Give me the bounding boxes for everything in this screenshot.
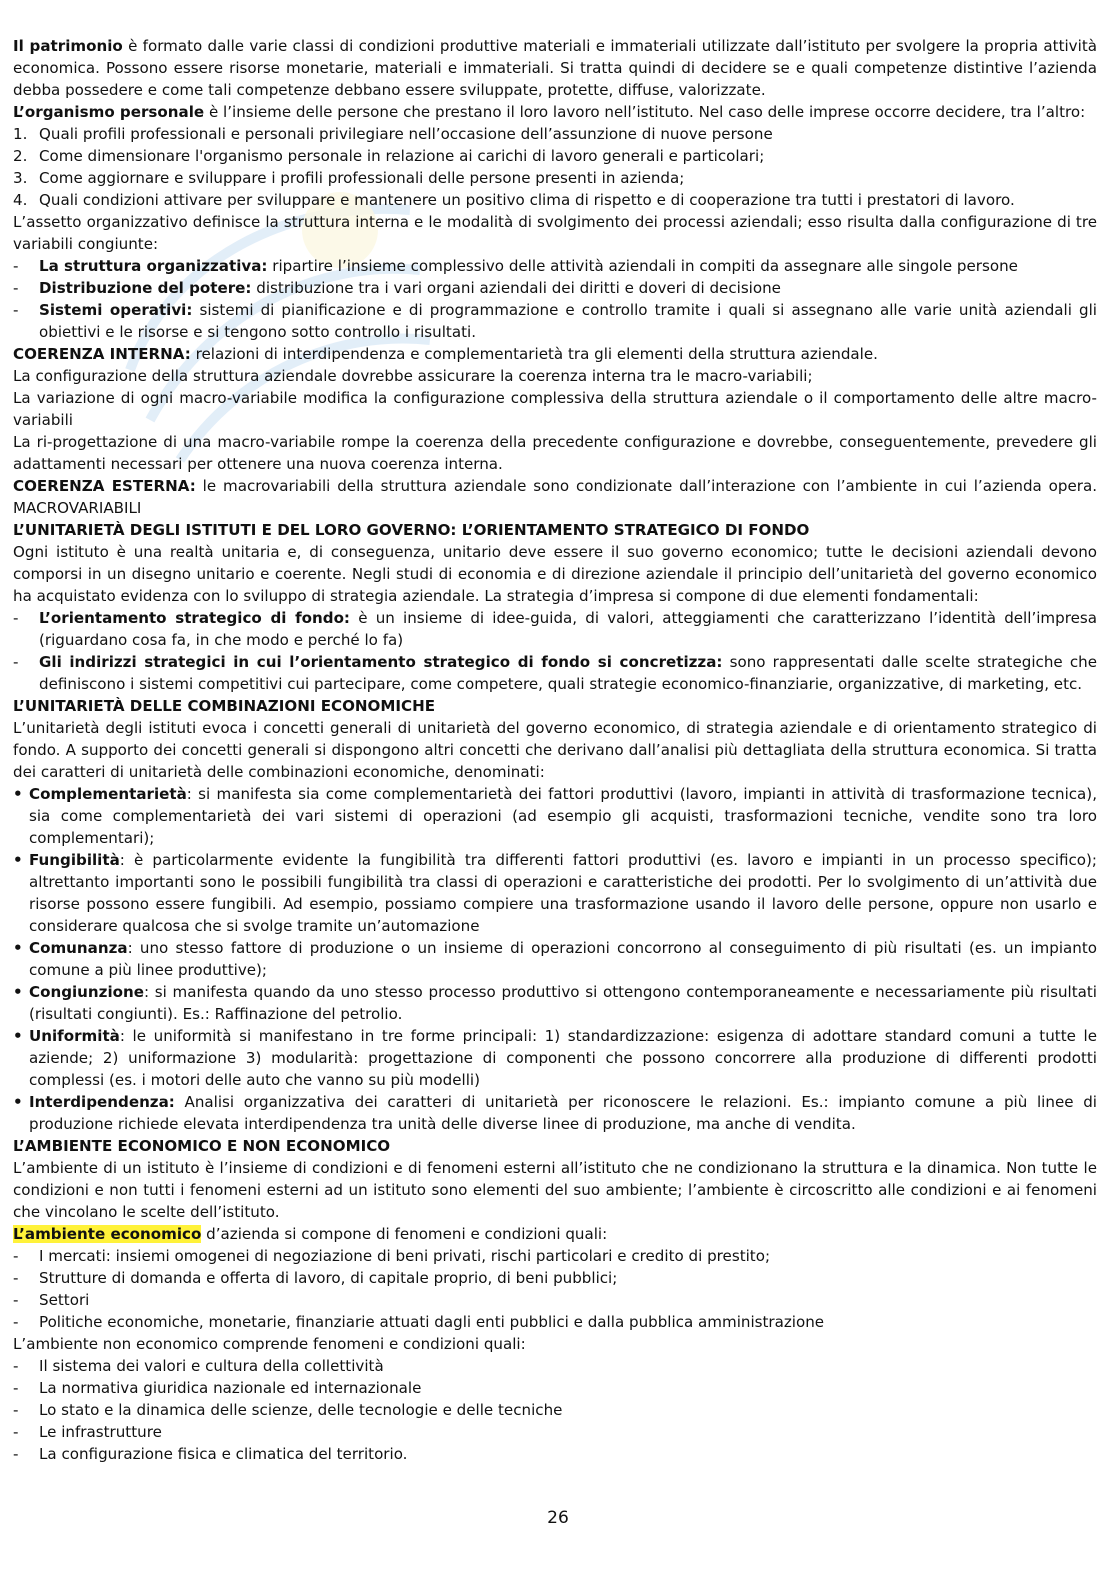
- list-marker: -: [13, 1401, 19, 1419]
- paragraph: [13, 1157, 1097, 1223]
- text-run: Come aggiornare e sviluppare i profili professionali delle persone presenti in azienda;: [39, 169, 685, 187]
- text-run: ripartire l’insieme complessivo delle attività aziendali in compiti da assegnare alle singole persone: [272, 257, 1018, 275]
- bullet-item: [13, 981, 1097, 1025]
- paragraph: [13, 387, 1097, 431]
- list-marker: -: [13, 1313, 19, 1331]
- dash-item: [13, 1289, 1097, 1311]
- text-run: L’assetto organizzativo definisce la struttura interna e le modalità di svolgimento dei processi aziendali; esso risulta dalla configurazione di tre variabili congiunte:: [13, 213, 1097, 253]
- text-run: : uno stesso fattore di produzione o un insieme di operazioni concorrono al conseguimento di più risultati (es. un impianto comune a più linee produttive);: [29, 939, 1097, 979]
- list-text: [29, 783, 1097, 849]
- bold-term: Comunanza: [29, 939, 128, 957]
- dash-item: [13, 1245, 1097, 1267]
- text-run: La normativa giuridica nazionale ed internazionale: [39, 1379, 422, 1397]
- list-text: [39, 145, 1097, 167]
- text-run: Lo stato e la dinamica delle scienze, delle tecnologie e delle tecniche: [39, 1401, 563, 1419]
- text-run: Il sistema dei valori e cultura della collettività: [39, 1357, 384, 1375]
- paragraph: [13, 211, 1097, 255]
- list-marker: -: [13, 1423, 19, 1441]
- bold-term: Il patrimonio: [13, 37, 123, 55]
- text-run: : si manifesta sia come complementarietà dei fattori produttivi (lavoro, impianti in attività di trasformazione tecnica), sia come complementarietà dei vari sistemi di operazioni (ad esempio gli acquisti, trasformazioni tecniche, vendite sono tra loro complementari);: [29, 785, 1097, 847]
- list-text: [39, 1311, 1097, 1333]
- numbered-item: [13, 189, 1097, 211]
- text-run: L’ambiente non economico comprende fenomeni e condizioni quali:: [13, 1335, 526, 1353]
- paragraph: [13, 1223, 1097, 1245]
- bullet-item: [13, 849, 1097, 937]
- list-marker: -: [13, 1379, 19, 1397]
- list-text: [39, 1267, 1097, 1289]
- bullet-item: [13, 1025, 1097, 1091]
- list-marker: •: [13, 1027, 23, 1045]
- list-marker: -: [13, 1247, 19, 1265]
- numbered-item: [13, 123, 1097, 145]
- text-run: distribuzione tra i vari organi aziendali dei diritti e doveri di decisione: [256, 279, 781, 297]
- bold-term: COERENZA ESTERNA:: [13, 477, 196, 495]
- list-marker: -: [13, 1445, 19, 1463]
- list-text: [39, 123, 1097, 145]
- text-run: è l’insieme delle persone che prestano il loro lavoro nell’istituto. Nel caso delle imprese occorre decidere, tra l’altro:: [208, 103, 1086, 121]
- list-marker: -: [13, 1357, 19, 1375]
- text-run: Strutture di domanda e offerta di lavoro, di capitale proprio, di beni pubblici;: [39, 1269, 618, 1287]
- dash-item: [13, 1267, 1097, 1289]
- bullet-item: [13, 937, 1097, 981]
- list-text: [29, 1091, 1097, 1135]
- list-marker: -: [13, 279, 19, 297]
- list-marker: 3.: [13, 169, 28, 187]
- list-text: [39, 189, 1097, 211]
- paragraph: [13, 431, 1097, 475]
- list-text: [39, 1377, 1097, 1399]
- text-run: Quali profili professionali e personali privilegiare nell’occasione dell’assunzione di nuove persone: [39, 125, 773, 143]
- list-text: [29, 1025, 1097, 1091]
- list-text: [39, 607, 1097, 651]
- text-run: La configurazione della struttura aziendale dovrebbe assicurare la coerenza interna tra le macro-variabili;: [13, 367, 813, 385]
- text-run: è formato dalle varie classi di condizioni produttive materiali e immateriali utilizzate dall’istituto per svolgere la propria attività economica. Possono essere risorse monetarie, materiali e immateriali. Si tratta quindi di decidere se e quali competenze distintive l’azienda debba possedere e come tali competenze debbano essere sviluppate, protette, diffuse, valorizzate.: [13, 37, 1097, 99]
- text-run: le macrovariabili della struttura aziendale sono condizionate dall’interazione con l’ambiente in cui l’azienda opera. MACROVARIABILI: [13, 477, 1097, 517]
- list-text: [39, 1355, 1097, 1377]
- bold-term: COERENZA INTERNA:: [13, 345, 191, 363]
- list-marker: 2.: [13, 147, 28, 165]
- dash-item: [13, 299, 1097, 343]
- text-run: : è particolarmente evidente la fungibilità tra differenti fattori produttivi (es. lavoro e impianti in un processo specifico); altrettanto importanti sono le possibili fungibilità tra classi di operazioni e caratteristiche dei prodotti. Per lo svolgimento di un’attività due risorse possono essere fungibili. Ad esempio, possiamo compiere una trasformazione usando il lavoro delle persone, oppure non usarlo e considerare qualcosa che si svolge tramite un’automazione: [29, 851, 1097, 935]
- bold-term: L’organismo personale: [13, 103, 205, 121]
- paragraph: [13, 1135, 1097, 1157]
- text-run: Politiche economiche, monetarie, finanziarie attuati dagli enti pubblici e dalla pubblica amministrazione: [39, 1313, 825, 1331]
- paragraph: [13, 35, 1097, 101]
- text-run: sono rappresentati dalle scelte strategiche che definiscono i sistemi competitivi cui partecipare, come competere, quali strategie economico-finanziarie, organizzative, di marketing, etc.: [39, 653, 1097, 693]
- dash-item: [13, 255, 1097, 277]
- text-run: : le uniformità si manifestano in tre forme principali: 1) standardizzazione: esigenza di adottare standard comuni a tutte le aziende; 2) uniformazione 3) modularità: progettazione di componenti che possono concorrere alla produzione di differenti prodotti complessi (es. i motori delle auto che vanno su più modelli): [29, 1027, 1097, 1089]
- list-text: [39, 651, 1097, 695]
- bullet-item: [13, 783, 1097, 849]
- dash-item: [13, 277, 1097, 299]
- bold-term: Interdipendenza:: [29, 1093, 175, 1111]
- list-marker: •: [13, 851, 23, 869]
- text-run: La variazione di ogni macro-variabile modifica la configurazione complessiva della struttura aziendale o il comportamento delle altre macro-variabili: [13, 389, 1097, 429]
- bullet-item: [13, 1091, 1097, 1135]
- text-run: Settori: [39, 1291, 90, 1309]
- list-marker: 4.: [13, 191, 28, 209]
- text-run: La ri-progettazione di una macro-variabile rompe la coerenza della precedente configurazione e dovrebbe, conseguentemente, prevedere gli adattamenti necessari per ottenere una nuova coerenza interna.: [13, 433, 1097, 473]
- list-marker: 1.: [13, 125, 28, 143]
- list-marker: -: [13, 653, 19, 671]
- text-run: L’ambiente di un istituto è l’insieme di condizioni e di fenomeni esterni all’istituto che ne condizionano la struttura e la dinamica. Non tutte le condizioni e non tutti i fenomeni esterni ad un istituto sono elementi del suo ambiente; l’ambiente è circoscritto alle condizioni e ai fenomeni che vincolano le scelte dell’istituto.: [13, 1159, 1097, 1221]
- dash-item: [13, 1355, 1097, 1377]
- paragraph: [13, 519, 1097, 541]
- bold-term: L’orientamento strategico di fondo:: [39, 609, 350, 627]
- numbered-item: [13, 167, 1097, 189]
- paragraph: [13, 541, 1097, 607]
- list-marker: -: [13, 609, 19, 627]
- list-marker: •: [13, 939, 23, 957]
- text-run: Ogni istituto è una realtà unitaria e, di conseguenza, unitario deve essere il suo governo economico; tutte le decisioni aziendali devono comporsi in un disegno unitario e coerente. Negli studi di economia e di direzione aziendale il principio dell’unitarietà del governo economico ha acquistato evidenza con lo sviluppo di strategia aziendale. La strategia d’impresa si compone di due elementi fondamentali:: [13, 543, 1097, 605]
- paragraph: [13, 343, 1097, 365]
- list-marker: •: [13, 1093, 23, 1111]
- text-run: d’azienda si compone di fenomeni e condizioni quali:: [206, 1225, 608, 1243]
- bold-term: Sistemi operativi:: [39, 301, 193, 319]
- document-page: [13, 35, 1097, 1465]
- list-text: [39, 299, 1097, 343]
- text-run: Analisi organizzativa dei caratteri di unitarietà per riconoscere le relazioni. Es.: impianto comune a più linee di produzione richiede elevata interdipendenza tra unità delle diverse linee di produzione, ma anche di vendita.: [29, 1093, 1097, 1133]
- highlighted-term: L’ambiente economico: [13, 1225, 202, 1243]
- bold-term: L’UNITARIETÀ DEGLI ISTITUTI E DEL LORO GOVERNO: L’ORIENTAMENTO STRATEGICO DI FONDO: [13, 521, 810, 539]
- dash-item: [13, 1421, 1097, 1443]
- text-run: I mercati: insiemi omogenei di negoziazione di beni privati, rischi particolari e credito di prestito;: [39, 1247, 771, 1265]
- bold-term: Uniformità: [29, 1027, 120, 1045]
- paragraph: [13, 1333, 1097, 1355]
- list-text: [29, 937, 1097, 981]
- list-text: [39, 1399, 1097, 1421]
- bold-term: Gli indirizzi strategici in cui l’orientamento strategico di fondo si concretizza:: [39, 653, 723, 671]
- paragraph: [13, 101, 1097, 123]
- paragraph: [13, 475, 1097, 519]
- dash-item: [13, 1377, 1097, 1399]
- list-text: [39, 1443, 1097, 1465]
- list-text: [39, 255, 1097, 277]
- text-run: sistemi di pianificazione e di programmazione e controllo tramite i quali si assegnano alle varie unità aziendali gli obiettivi e le risorse e si tengono sotto controllo i risultati.: [39, 301, 1097, 341]
- list-text: [39, 277, 1097, 299]
- text-run: Le infrastrutture: [39, 1423, 162, 1441]
- text-run: : si manifesta quando da uno stesso processo produttivo si ottengono contemporaneamente e necessariamente più risultati (risultati congiunti). Es.: Raffinazione del petrolio.: [29, 983, 1097, 1023]
- list-text: [29, 981, 1097, 1025]
- text-run: è un insieme di idee-guida, di valori, atteggiamenti che caratterizzano l’identità dell’impresa (riguardano cosa fa, in che modo e perché lo fa): [39, 609, 1097, 649]
- paragraph: [13, 717, 1097, 783]
- text-run: Quali condizioni attivare per sviluppare e mantenere un positivo clima di rispetto e di cooperazione tra tutti i prestatori di lavoro.: [39, 191, 1015, 209]
- dash-item: [13, 1311, 1097, 1333]
- text-run: relazioni di interdipendenza e complementarietà tra gli elementi della struttura aziendale.: [195, 345, 878, 363]
- bold-term: Fungibilità: [29, 851, 120, 869]
- page-number: 26: [547, 1508, 569, 1528]
- dash-item: [13, 607, 1097, 651]
- list-text: [39, 167, 1097, 189]
- list-marker: -: [13, 1291, 19, 1309]
- dash-item: [13, 1443, 1097, 1465]
- numbered-item: [13, 145, 1097, 167]
- dash-item: [13, 1399, 1097, 1421]
- list-marker: -: [13, 257, 19, 275]
- paragraph: [13, 365, 1097, 387]
- bold-term: Distribuzione del potere:: [39, 279, 252, 297]
- paragraph: [13, 695, 1097, 717]
- dash-item: [13, 651, 1097, 695]
- bold-term: L’UNITARIETÀ DELLE COMBINAZIONI ECONOMICHE: [13, 697, 436, 715]
- list-text: [29, 849, 1097, 937]
- text-run: Come dimensionare l'organismo personale in relazione ai carichi di lavoro generali e particolari;: [39, 147, 765, 165]
- bold-term: L’AMBIENTE ECONOMICO E NON ECONOMICO: [13, 1137, 391, 1155]
- text-run: La configurazione fisica e climatica del territorio.: [39, 1445, 408, 1463]
- list-marker: -: [13, 301, 19, 319]
- list-marker: •: [13, 983, 23, 1001]
- list-text: [39, 1245, 1097, 1267]
- text-run: L’unitarietà degli istituti evoca i concetti generali di unitarietà del governo economico, di strategia aziendale e di orientamento strategico di fondo. A supporto dei concetti generali si dispongono altri concetti che derivano dall’analisi più dettagliata della struttura economica. Si tratta dei caratteri di unitarietà delle combinazioni economiche, denominati:: [13, 719, 1097, 781]
- list-text: [39, 1421, 1097, 1443]
- list-text: [39, 1289, 1097, 1311]
- list-marker: •: [13, 785, 23, 803]
- bold-term: Complementarietà: [29, 785, 187, 803]
- bold-term: Congiunzione: [29, 983, 144, 1001]
- bold-term: La struttura organizzativa:: [39, 257, 268, 275]
- list-marker: -: [13, 1269, 19, 1287]
